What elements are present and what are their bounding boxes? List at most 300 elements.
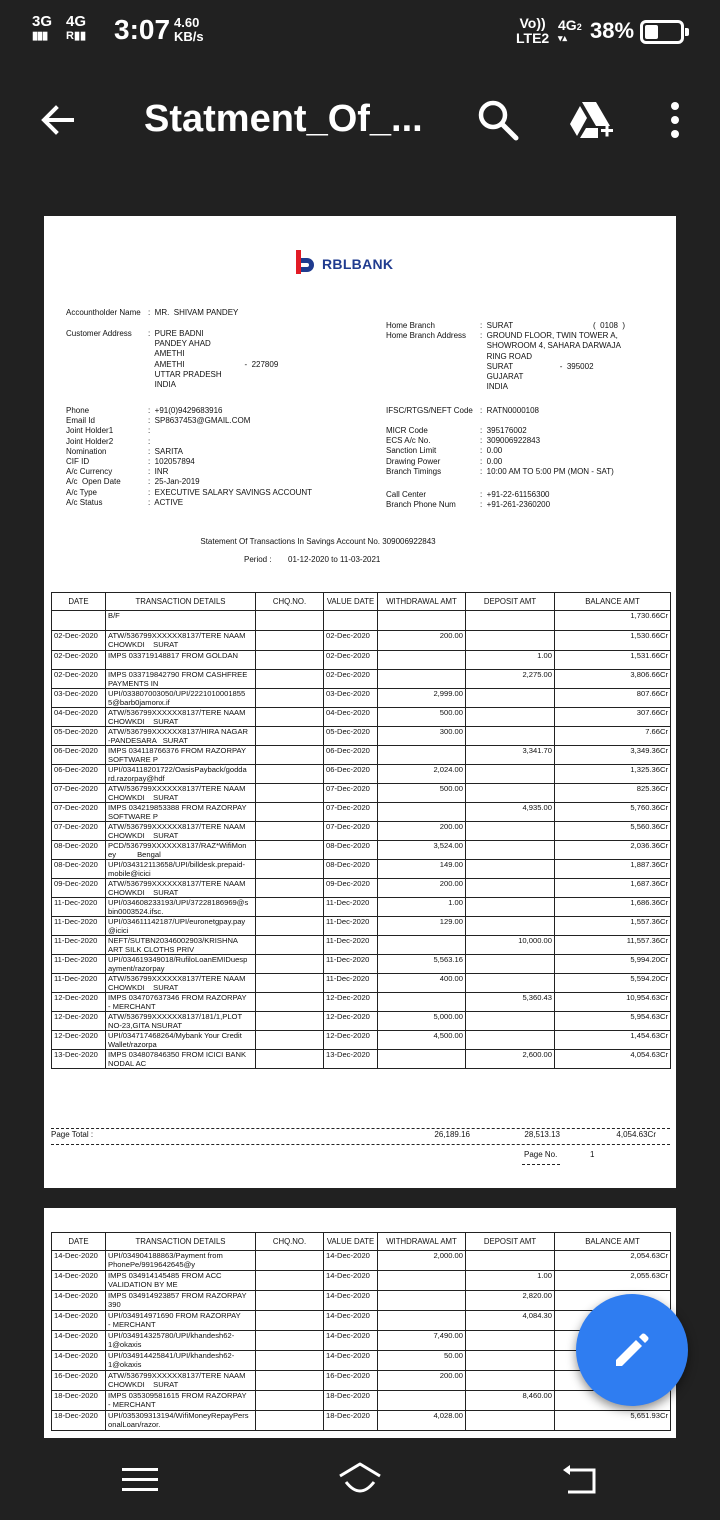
- column-header: DATE: [52, 593, 106, 611]
- info-value-address: : PURE BADNI PANDEY AHAD AMETHI AMETHI - 227809 UTTAR PRADESH INDIA: [148, 329, 279, 390]
- pdf-page-1: [44, 216, 676, 1188]
- table-row: [52, 1311, 671, 1331]
- deposit-cell: 1.00: [466, 651, 555, 670]
- date-cell: 14-Dec-2020: [52, 1311, 106, 1331]
- status-bar: [0, 0, 720, 64]
- info-values-micr: : 395176002 : 309006922843 : 0.00 : 0.00 : 10:00 AM TO 5:00 PM (MON - SAT): [480, 426, 614, 476]
- divider: [51, 1144, 670, 1145]
- table-row: [52, 631, 671, 651]
- value-date-cell: 09-Dec-2020: [324, 879, 378, 898]
- withdrawal-cell: [378, 670, 466, 689]
- info-value-branch: : SURAT ( 0108 ) : GROUND FLOOR, TWIN TOWER A, SHOWROOM 4, SAHARA DARWAJA RING ROAD SURAT - 395002 GUJARAT INDIA: [480, 321, 626, 392]
- cheque-cell: [256, 1371, 324, 1391]
- details-cell: UPI/034904188863/Payment from PhonePe/9919642645@y: [106, 1251, 256, 1271]
- deposit-cell: [466, 1251, 555, 1271]
- deposit-cell: [466, 860, 555, 879]
- withdrawal-cell: [378, 1271, 466, 1291]
- column-header: BALANCE AMT: [555, 593, 671, 611]
- battery-percent: 38%: [590, 18, 635, 43]
- table-row: [52, 746, 671, 765]
- network-3g-label: 3G: [32, 13, 53, 30]
- rbl-logo-icon: [294, 248, 316, 276]
- cheque-cell: [256, 860, 324, 879]
- date-cell: 18-Dec-2020: [52, 1391, 106, 1411]
- table-row: [52, 727, 671, 746]
- divider: [522, 1164, 560, 1165]
- statement-title: Statement Of Transactions In Savings Account No. 309006922843: [200, 537, 436, 546]
- network-4g-label: 4G: [66, 13, 87, 30]
- pencil-icon: [610, 1328, 654, 1372]
- column-header: TRANSACTION DETAILS: [106, 593, 256, 611]
- cheque-cell: [256, 1271, 324, 1291]
- balance-cell: 1,531.66Cr: [555, 651, 671, 670]
- withdrawal-cell: [378, 651, 466, 670]
- details-cell: ATW/536799XXXXXX8137/TERE NAAM CHOWKDI SURAT: [106, 708, 256, 727]
- balance-cell: 10,954.63Cr: [555, 993, 671, 1012]
- balance-cell: 2,036.36Cr: [555, 841, 671, 860]
- cheque-cell: [256, 936, 324, 955]
- battery-nub: [685, 28, 689, 36]
- page-total-label: Page Total :: [51, 1130, 94, 1139]
- lte-label: 4G: [558, 17, 577, 33]
- value-date-cell: 11-Dec-2020: [324, 974, 378, 993]
- period-label: Period :: [244, 555, 272, 564]
- details-cell: IMPS 034118766376 FROM RAZORPAY SOFTWARE P: [106, 746, 256, 765]
- data-arrows-icon: ▾▴: [558, 33, 568, 43]
- table-row: [52, 879, 671, 898]
- table-row: [52, 1291, 671, 1311]
- table-row: [52, 670, 671, 689]
- details-cell: ATW/536799XXXXXX8137/TERE NAAM CHOWKDI SURAT: [106, 974, 256, 993]
- deposit-cell: [466, 974, 555, 993]
- balance-cell: 307.66Cr: [555, 708, 671, 727]
- details-cell: IMPS 033719148817 FROM GOLDAN: [106, 651, 256, 670]
- table-row: [52, 1391, 671, 1411]
- date-cell: 06-Dec-2020: [52, 765, 106, 784]
- value-date-cell: 11-Dec-2020: [324, 898, 378, 917]
- cheque-cell: [256, 651, 324, 670]
- lte-indicator: 4G2 ▾▴: [558, 17, 582, 43]
- cheque-cell: [256, 974, 324, 993]
- cheque-cell: [256, 1411, 324, 1431]
- table-row: [52, 860, 671, 879]
- deposit-cell: [466, 917, 555, 936]
- cheque-cell: [256, 1251, 324, 1271]
- withdrawal-cell: [378, 1391, 466, 1411]
- transactions-table: [51, 592, 671, 1069]
- details-cell: UPI/034608233193/UPI/37228186969@s bin0003524.ifsc.: [106, 898, 256, 917]
- balance-cell: 807.66Cr: [555, 689, 671, 708]
- value-date-cell: 02-Dec-2020: [324, 651, 378, 670]
- balance-cell: 4,054.63Cr: [555, 1050, 671, 1069]
- table-row: [52, 1251, 671, 1271]
- withdrawal-cell: 129.00: [378, 917, 466, 936]
- withdrawal-cell: 7,490.00: [378, 1331, 466, 1351]
- signal-bars-icon: R▮▮: [66, 30, 87, 42]
- deposit-cell: 8,460.00: [466, 1391, 555, 1411]
- balance-cell: 3,806.66Cr: [555, 670, 671, 689]
- value-date-cell: 18-Dec-2020: [324, 1411, 378, 1431]
- details-cell: UPI/034611142187/UPI/euronetgpay.pay @icici: [106, 917, 256, 936]
- table-row: [52, 708, 671, 727]
- cheque-cell: [256, 670, 324, 689]
- deposit-cell: [466, 898, 555, 917]
- table-row: [52, 1271, 671, 1291]
- cheque-cell: [256, 955, 324, 974]
- table-row: [52, 1371, 671, 1391]
- column-header: WITHDRAWAL AMT: [378, 1233, 466, 1251]
- home-icon[interactable]: [336, 1460, 384, 1498]
- table-row: [52, 1411, 671, 1431]
- page-number: 1: [590, 1150, 595, 1159]
- deposit-cell: [466, 1411, 555, 1431]
- table-row: [52, 611, 671, 631]
- speed-value: 4.60: [174, 15, 200, 30]
- balance-cell: 3,349.36Cr: [555, 746, 671, 765]
- date-cell: 08-Dec-2020: [52, 841, 106, 860]
- deposit-cell: [466, 1012, 555, 1031]
- date-cell: 14-Dec-2020: [52, 1251, 106, 1271]
- column-header: DEPOSIT AMT: [466, 1233, 555, 1251]
- info-values-contact: : +91-22-61156300 : +91-261-2360200: [480, 490, 551, 510]
- withdrawal-cell: [378, 936, 466, 955]
- cheque-cell: [256, 746, 324, 765]
- date-cell: 02-Dec-2020: [52, 631, 106, 651]
- table-header-row: [52, 1233, 671, 1251]
- details-cell: UPI/034914425841/UPI/khandesh62- 1@okaxis: [106, 1351, 256, 1371]
- column-header: VALUE DATE: [324, 1233, 378, 1251]
- network-3g-indicator: [32, 14, 52, 44]
- deposit-cell: [466, 879, 555, 898]
- cheque-cell: [256, 917, 324, 936]
- add-to-drive-icon[interactable]: [568, 98, 614, 142]
- withdrawal-cell: 5,563.16: [378, 955, 466, 974]
- withdrawal-cell: 50.00: [378, 1351, 466, 1371]
- balance-cell: 1,454.63Cr: [555, 1031, 671, 1050]
- cheque-cell: [256, 803, 324, 822]
- balance-cell: 1,730.66Cr: [555, 611, 671, 631]
- date-cell: 05-Dec-2020: [52, 727, 106, 746]
- table-row: [52, 1012, 671, 1031]
- info-label-ifsc: IFSC/RTGS/NEFT Code: [386, 406, 473, 415]
- value-date-cell: 03-Dec-2020: [324, 689, 378, 708]
- withdrawal-cell: 200.00: [378, 1371, 466, 1391]
- details-cell: ATW/536799XXXXXX8137/TERE NAAM CHOWKDI SURAT: [106, 879, 256, 898]
- value-date-cell: [324, 611, 378, 631]
- details-cell: IMPS 034707637346 FROM RAZORPAY - MERCHANT: [106, 993, 256, 1012]
- battery-icon: [640, 20, 684, 44]
- details-cell: UPI/034914325780/UPI/khandesh62- 1@okaxis: [106, 1331, 256, 1351]
- more-options-icon[interactable]: [660, 98, 690, 142]
- value-date-cell: 05-Dec-2020: [324, 727, 378, 746]
- details-cell: PCD/536799XXXXXX8137/RAZ*WifiMon ey Bengal: [106, 841, 256, 860]
- info-label-address: Customer Address: [66, 329, 132, 338]
- date-cell: 12-Dec-2020: [52, 1031, 106, 1050]
- balance-cell: 5,594.20Cr: [555, 974, 671, 993]
- value-date-cell: 12-Dec-2020: [324, 1031, 378, 1050]
- cheque-cell: [256, 1050, 324, 1069]
- deposit-cell: [466, 689, 555, 708]
- info-labels-details: Phone Email Id Joint Holder1 Joint Holder2 Nomination CIF ID A/c Currency A/c Open Date A/c Type A/c Status: [66, 406, 121, 507]
- withdrawal-cell: 500.00: [378, 708, 466, 727]
- info-label-branch: Home Branch Home Branch Address: [386, 321, 467, 341]
- value-date-cell: 14-Dec-2020: [324, 1331, 378, 1351]
- date-cell: 13-Dec-2020: [52, 1050, 106, 1069]
- withdrawal-cell: 200.00: [378, 879, 466, 898]
- search-icon[interactable]: [476, 98, 520, 142]
- details-cell: UPI/035309313194/WifiMoneyRepayPers onalLoan/razor.: [106, 1411, 256, 1431]
- details-cell: ATW/536799XXXXXX8137/TERE NAAM CHOWKDI SURAT: [106, 822, 256, 841]
- deposit-cell: [466, 841, 555, 860]
- table-row: [52, 822, 671, 841]
- details-cell: IMPS 034914923857 FROM RAZORPAY 390: [106, 1291, 256, 1311]
- withdrawal-cell: 200.00: [378, 822, 466, 841]
- bank-logo: [294, 246, 404, 280]
- balance-cell: 5,760.36Cr: [555, 803, 671, 822]
- value-date-cell: 02-Dec-2020: [324, 631, 378, 651]
- withdrawal-cell: [378, 746, 466, 765]
- table-row: [52, 974, 671, 993]
- details-cell: UPI/034118201722/OasisPayback/godda rd.razorpay@hdf: [106, 765, 256, 784]
- balance-cell: 11,557.36Cr: [555, 936, 671, 955]
- date-cell: 11-Dec-2020: [52, 917, 106, 936]
- balance-cell: 1,687.36Cr: [555, 879, 671, 898]
- cheque-cell: [256, 1331, 324, 1351]
- cheque-cell: [256, 1311, 324, 1331]
- menu-icon[interactable]: [122, 1466, 158, 1494]
- cheque-cell: [256, 765, 324, 784]
- cheque-cell: [256, 1291, 324, 1311]
- balance-cell: 5,954.63Cr: [555, 1012, 671, 1031]
- deposit-cell: [466, 1371, 555, 1391]
- info-value-accountholder: : MR. SHIVAM PANDEY: [148, 308, 239, 317]
- value-date-cell: 12-Dec-2020: [324, 993, 378, 1012]
- back-arrow-icon[interactable]: [36, 98, 80, 142]
- date-cell: 04-Dec-2020: [52, 708, 106, 727]
- table-row: [52, 1031, 671, 1050]
- value-date-cell: 07-Dec-2020: [324, 784, 378, 803]
- withdrawal-cell: 149.00: [378, 860, 466, 879]
- column-header: DATE: [52, 1233, 106, 1251]
- navigation-bar: [0, 1438, 720, 1520]
- value-date-cell: 07-Dec-2020: [324, 822, 378, 841]
- withdrawal-cell: 2,999.00: [378, 689, 466, 708]
- pdf-page-2: [44, 1208, 676, 1438]
- value-date-cell: 07-Dec-2020: [324, 803, 378, 822]
- details-cell: ATW/536799XXXXXX8137/TERE NAAM CHOWKDI SURAT: [106, 1371, 256, 1391]
- column-header: WITHDRAWAL AMT: [378, 593, 466, 611]
- page-total-deposit: 28,513.13: [524, 1130, 560, 1139]
- deposit-cell: [466, 784, 555, 803]
- cheque-cell: [256, 727, 324, 746]
- column-header: CHQ.NO.: [256, 1233, 324, 1251]
- column-header: VALUE DATE: [324, 593, 378, 611]
- value-date-cell: 11-Dec-2020: [324, 917, 378, 936]
- table-row: [52, 955, 671, 974]
- withdrawal-cell: [378, 1050, 466, 1069]
- withdrawal-cell: 1.00: [378, 898, 466, 917]
- back-nav-icon[interactable]: [560, 1462, 600, 1496]
- deposit-cell: 2,275.00: [466, 670, 555, 689]
- details-cell: ATW/536799XXXXXX8137/181/1,PLOT NO-23,GITA NSURAT: [106, 1012, 256, 1031]
- details-cell: NEFT/SUTBN20346002903/KRISHNA ART SILK CLOTHS PRIV: [106, 936, 256, 955]
- value-date-cell: 08-Dec-2020: [324, 860, 378, 879]
- date-cell: 06-Dec-2020: [52, 746, 106, 765]
- date-cell: 14-Dec-2020: [52, 1351, 106, 1371]
- date-cell: 07-Dec-2020: [52, 803, 106, 822]
- cheque-cell: [256, 689, 324, 708]
- cheque-cell: [256, 1391, 324, 1411]
- date-cell: 09-Dec-2020: [52, 879, 106, 898]
- deposit-cell: [466, 765, 555, 784]
- value-date-cell: 08-Dec-2020: [324, 841, 378, 860]
- cheque-cell: [256, 898, 324, 917]
- deposit-cell: [466, 1031, 555, 1050]
- withdrawal-cell: 4,500.00: [378, 1031, 466, 1050]
- cheque-cell: [256, 841, 324, 860]
- balance-cell: 1,557.36Cr: [555, 917, 671, 936]
- value-date-cell: 02-Dec-2020: [324, 670, 378, 689]
- table-row: [52, 917, 671, 936]
- withdrawal-cell: [378, 611, 466, 631]
- withdrawal-cell: 500.00: [378, 784, 466, 803]
- app-bar: [0, 64, 720, 180]
- table-row: [52, 1050, 671, 1069]
- date-cell: 12-Dec-2020: [52, 1012, 106, 1031]
- page-total-withdrawal: 26,189.16: [434, 1130, 470, 1139]
- table-row: [52, 898, 671, 917]
- cheque-cell: [256, 1031, 324, 1050]
- value-date-cell: 16-Dec-2020: [324, 1371, 378, 1391]
- value-date-cell: 12-Dec-2020: [324, 1012, 378, 1031]
- page-total-balance: 4,054.63Cr: [616, 1130, 656, 1139]
- withdrawal-cell: [378, 1291, 466, 1311]
- date-cell: [52, 611, 106, 631]
- deposit-cell: 2,600.00: [466, 1050, 555, 1069]
- date-cell: 11-Dec-2020: [52, 898, 106, 917]
- cheque-cell: [256, 631, 324, 651]
- value-date-cell: 14-Dec-2020: [324, 1291, 378, 1311]
- balance-cell: 1,325.36Cr: [555, 765, 671, 784]
- network-speed: [174, 16, 204, 44]
- date-cell: 11-Dec-2020: [52, 936, 106, 955]
- value-date-cell: 11-Dec-2020: [324, 936, 378, 955]
- cheque-cell: [256, 879, 324, 898]
- date-cell: 11-Dec-2020: [52, 974, 106, 993]
- value-date-cell: 14-Dec-2020: [324, 1311, 378, 1331]
- details-cell: ATW/536799XXXXXX8137/HIRA NAGAR -PANDESARA SURAT: [106, 727, 256, 746]
- deposit-cell: 5,360.43: [466, 993, 555, 1012]
- date-cell: 11-Dec-2020: [52, 955, 106, 974]
- signal-bars-icon: ▮▮▮: [32, 30, 48, 42]
- volte-bottom: LTE2: [516, 30, 550, 46]
- value-date-cell: 14-Dec-2020: [324, 1351, 378, 1371]
- deposit-cell: [466, 727, 555, 746]
- balance-cell: 2,055.63Cr: [555, 1271, 671, 1291]
- deposit-cell: [466, 611, 555, 631]
- value-date-cell: 06-Dec-2020: [324, 746, 378, 765]
- date-cell: 18-Dec-2020: [52, 1411, 106, 1431]
- withdrawal-cell: [378, 1311, 466, 1331]
- details-cell: UPI/034914971690 FROM RAZORPAY - MERCHANT: [106, 1311, 256, 1331]
- table-row: [52, 803, 671, 822]
- column-header: BALANCE AMT: [555, 1233, 671, 1251]
- table-row: [52, 765, 671, 784]
- balance-cell: 1,530.66Cr: [555, 631, 671, 651]
- info-label-accountholder: Accountholder Name: [66, 308, 141, 317]
- date-cell: 16-Dec-2020: [52, 1371, 106, 1391]
- details-cell: UPI/034717468264/Mybank Your Credit Wallet/razorpa: [106, 1031, 256, 1050]
- value-date-cell: 13-Dec-2020: [324, 1050, 378, 1069]
- date-cell: 02-Dec-2020: [52, 651, 106, 670]
- document-title: Statment_Of_...: [144, 98, 423, 140]
- deposit-cell: 4,084.30: [466, 1311, 555, 1331]
- cheque-cell: [256, 708, 324, 727]
- deposit-cell: [466, 1331, 555, 1351]
- details-cell: UPI/033807003050/UPI/2221010001855 5@barb0jamonx.if: [106, 689, 256, 708]
- page-number-label: Page No.: [524, 1150, 558, 1159]
- details-cell: UPI/034312113658/UPI/billdesk.prepaid- mobile@icici: [106, 860, 256, 879]
- cheque-cell: [256, 1351, 324, 1371]
- details-cell: IMPS 034219853388 FROM RAZORPAY SOFTWARE P: [106, 803, 256, 822]
- network-4g-indicator: [66, 14, 86, 44]
- withdrawal-cell: 400.00: [378, 974, 466, 993]
- table-header-row: [52, 593, 671, 611]
- withdrawal-cell: 4,028.00: [378, 1411, 466, 1431]
- date-cell: 12-Dec-2020: [52, 993, 106, 1012]
- deposit-cell: [466, 631, 555, 651]
- balance-cell: 2,054.63Cr: [555, 1251, 671, 1271]
- value-date-cell: 04-Dec-2020: [324, 708, 378, 727]
- table-row: [52, 993, 671, 1012]
- value-date-cell: 06-Dec-2020: [324, 765, 378, 784]
- date-cell: 03-Dec-2020: [52, 689, 106, 708]
- info-value-ifsc: : RATN0000108: [480, 406, 539, 415]
- date-cell: 02-Dec-2020: [52, 670, 106, 689]
- column-header: DEPOSIT AMT: [466, 593, 555, 611]
- balance-cell: 1,686.36Cr: [555, 898, 671, 917]
- details-cell: IMPS 035309581615 FROM RAZORPAY - MERCHANT: [106, 1391, 256, 1411]
- speed-unit: KB/s: [174, 29, 204, 44]
- date-cell: 07-Dec-2020: [52, 784, 106, 803]
- balance-cell: 5,560.36Cr: [555, 822, 671, 841]
- value-date-cell: 11-Dec-2020: [324, 955, 378, 974]
- table-row: [52, 841, 671, 860]
- volte-top: Vo)): [519, 15, 546, 31]
- deposit-cell: 4,935.00: [466, 803, 555, 822]
- withdrawal-cell: 3,524.00: [378, 841, 466, 860]
- table-row: [52, 689, 671, 708]
- cheque-cell: [256, 1012, 324, 1031]
- deposit-cell: 1.00: [466, 1271, 555, 1291]
- divider: [51, 1128, 670, 1129]
- table-row: [52, 651, 671, 670]
- column-header: TRANSACTION DETAILS: [106, 1233, 256, 1251]
- value-date-cell: 14-Dec-2020: [324, 1251, 378, 1271]
- balance-cell: 1,887.36Cr: [555, 860, 671, 879]
- balance-cell: 5,651.93Cr: [555, 1411, 671, 1431]
- edit-fab-button[interactable]: [576, 1294, 688, 1406]
- volte-indicator: [516, 16, 549, 46]
- deposit-cell: [466, 955, 555, 974]
- bank-name: RBLBANK: [322, 256, 394, 272]
- date-cell: 14-Dec-2020: [52, 1291, 106, 1311]
- balance-cell: 5,994.20Cr: [555, 955, 671, 974]
- clock: 3:07: [114, 14, 171, 45]
- withdrawal-cell: 2,000.00: [378, 1251, 466, 1271]
- info-values-details: : +91(0)9429683916 : SP8637453@GMAIL.COM : : : SARITA : 102057894 : INR : 25-Jan-2019 : EXECUTIVE SALARY SAVINGS ACCOUNT : ACTIVE: [148, 406, 313, 507]
- details-cell: B/F: [106, 611, 256, 631]
